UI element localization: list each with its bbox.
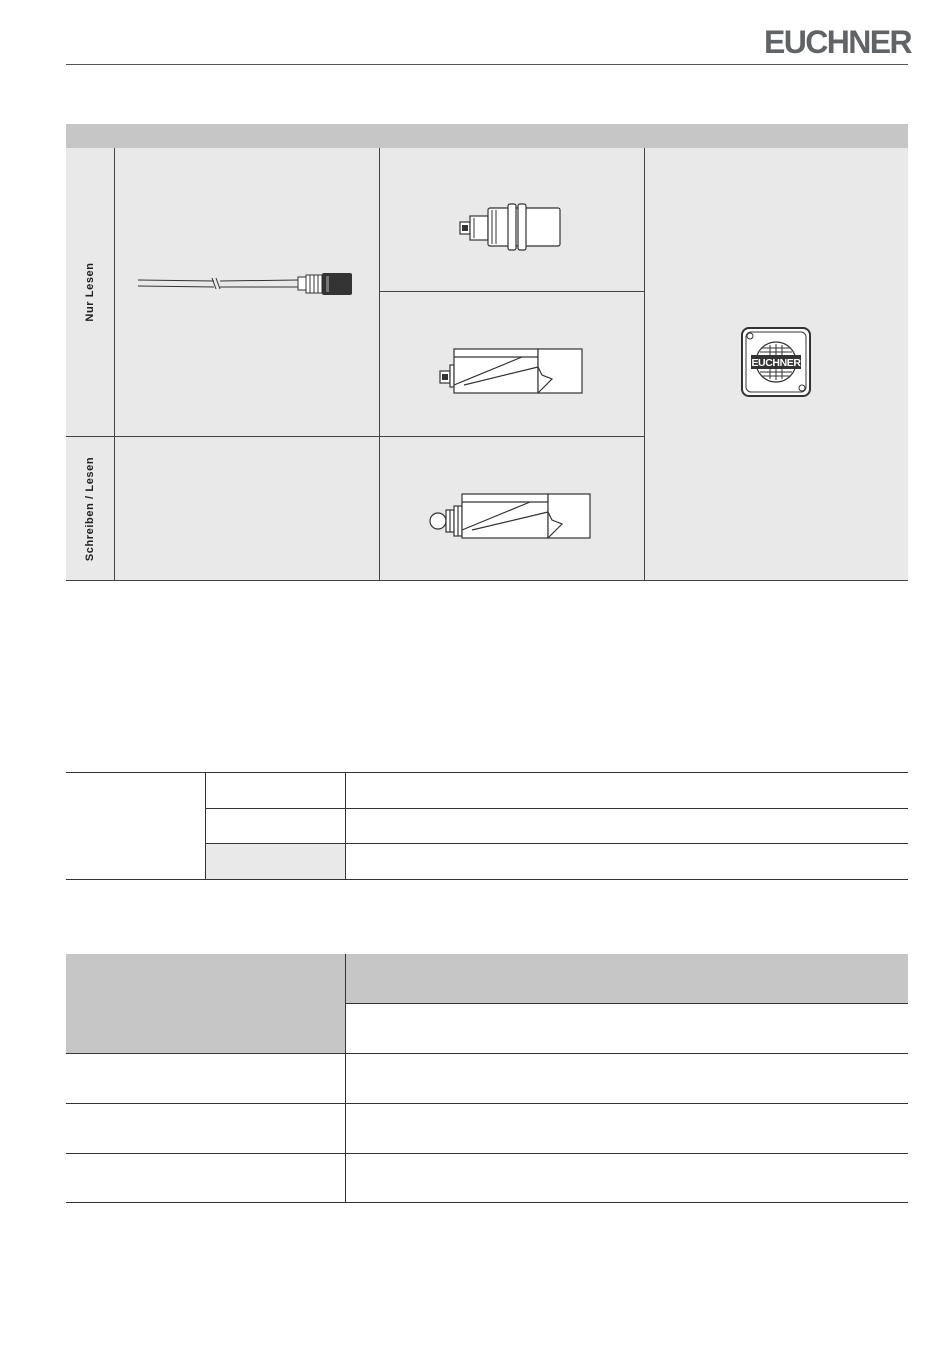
- table-rule: [346, 1003, 908, 1004]
- table-divider: [345, 772, 346, 880]
- cell-empty: [115, 437, 379, 580]
- table-rule: [66, 1053, 908, 1054]
- table-rule: [66, 772, 908, 773]
- block-read-write-head-icon: [426, 488, 594, 542]
- euchner-logo: EUCHNER: [763, 24, 911, 60]
- table-divider: [345, 954, 346, 1203]
- table-header-cell: [66, 954, 345, 1053]
- table-header-cell: [346, 954, 908, 1003]
- grid-line: [66, 436, 644, 437]
- euchner-data-carrier-icon: [740, 326, 812, 398]
- table-rule: [66, 1202, 908, 1203]
- row-label-read-write: [66, 437, 114, 580]
- data-carrier-logo-text: EUCHNER: [751, 357, 801, 369]
- row-label-read-only-text: Nur Lesen: [84, 262, 96, 322]
- table-rule: [206, 843, 908, 844]
- row-label-read-only: [66, 148, 114, 436]
- table-header-bar: [66, 124, 908, 148]
- row-label-read-write-text: Schreiben / Lesen: [84, 456, 96, 561]
- table-rule: [66, 1103, 908, 1104]
- table-cell-shaded: [206, 844, 345, 879]
- cable-connector-icon: [136, 268, 358, 302]
- grid-line: [114, 148, 115, 580]
- table-rule: [66, 879, 908, 880]
- grid-line: [379, 291, 644, 292]
- table-bottom-rule: [66, 580, 908, 581]
- grid-line: [379, 148, 380, 580]
- cylindrical-read-head-icon: [458, 200, 568, 254]
- table-rule: [206, 808, 908, 809]
- block-read-head-icon: [438, 345, 586, 397]
- table-rule: [66, 1153, 908, 1154]
- header-rule: [66, 64, 908, 65]
- grid-line: [644, 148, 645, 580]
- table-divider: [205, 772, 206, 880]
